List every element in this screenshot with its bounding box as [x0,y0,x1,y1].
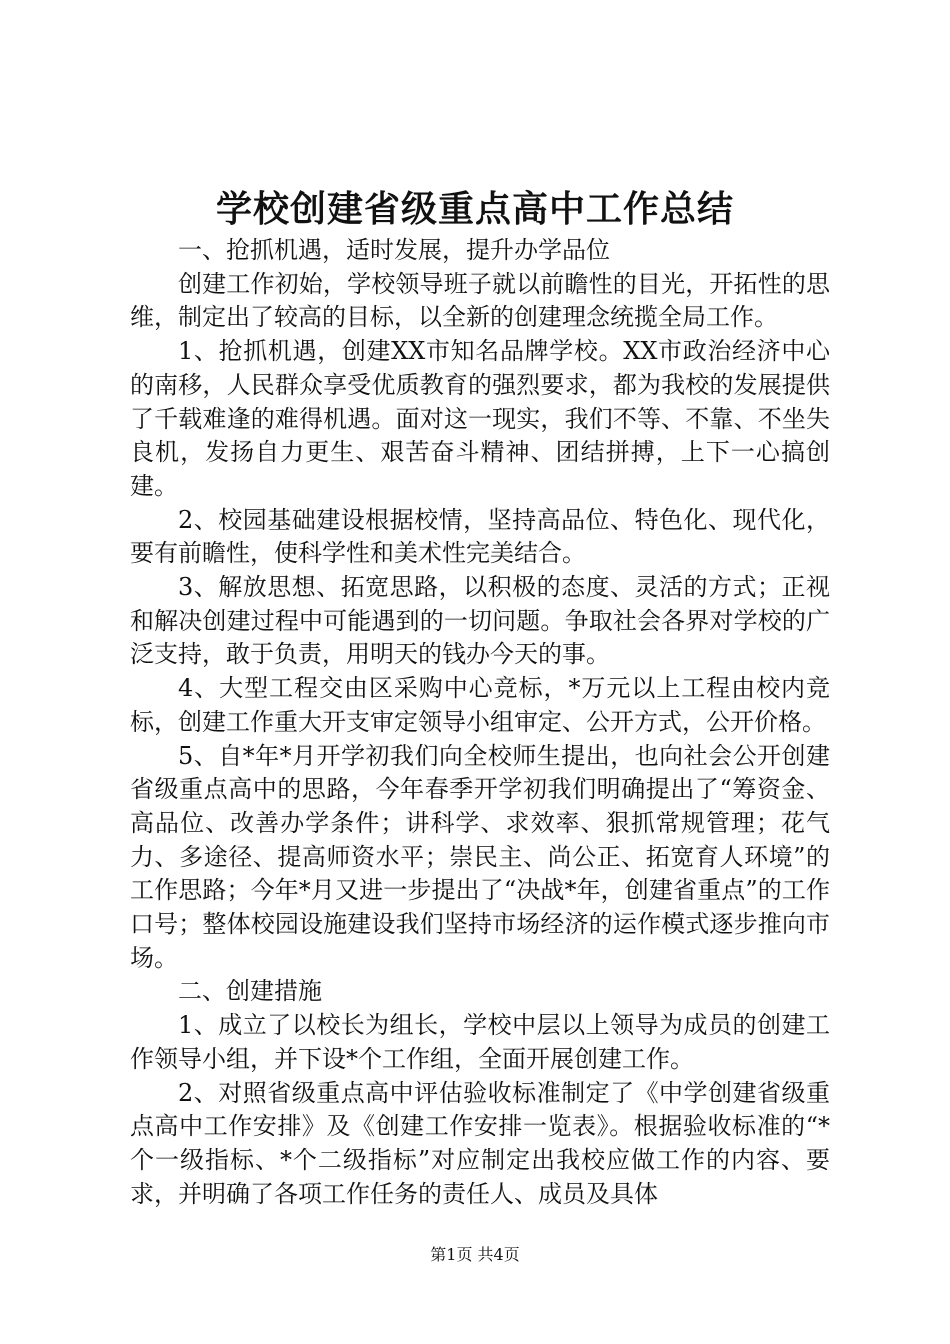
document-title: 学校创建省级重点高中工作总结 [215,188,734,230]
section-heading-2: 二、创建措施 [178,977,322,1006]
section-heading-1: 一、抢抓机遇，适时发展，提升办学品位 [178,236,610,264]
page-number-footer: 第1页 共4页 [430,1245,520,1264]
paragraph: 5、自*年*月开学初我们向全校师生提出，也向社会公开创建省级重点高中的思路，今年春季开学初我们明确提出了“筹资金、高品位、改善办学条件；讲科学、求效率、狠抓常规管理；花气力、多途径、提高师资水平；崇民主、尚公正、拓宽育人环境”的工作思路；今年*月又进一步提出了“决战*年，创建省重点”的工作口号；整体校园设施建设我们坚持市场经济的运作模式逐步推向市场。 [130,741,830,972]
paragraph: 4、大型工程交由区采购中心竞标，*万元以上工程由校内竞标，创建工作重大开支审定领导小组审定、公开方式，公开价格。 [130,674,830,736]
paragraph: 1、成立了以校长为组长，学校中层以上领导为成员的创建工作领导小组，并下设*个工作组，全面开展创建工作。 [130,1011,830,1073]
paragraph: 1、抢抓机遇，创建XX市知名品牌学校。XX市政治经济中心的南移，人民群众享受优质教育的强烈要求，都为我校的发展提供了千载难逢的难得机遇。面对这一现实，我们不等、不靠、不坐失良机，发扬自力更生、艰苦奋斗精神、团结拼搏，上下一心搞创建。 [130,337,830,500]
paragraph: 3、解放思想、拓宽思路，以积极的态度、灵活的方式；正视和解决创建过程中可能遇到的一切问题。争取社会各界对学校的广泛支持，敢于负责，用明天的钱办今天的事。 [130,573,830,669]
paragraph: 2、对照省级重点高中评估验收标准制定了《中学创建省级重点高中工作安排》及《创建工作安排一览表》。根据验收标准的“*个一级指标、*个二级指标”对应制定出我校应做工作的内容、要求，并明确了各项工作任务的责任人、成员及具体 [130,1078,830,1208]
paragraph: 创建工作初始，学校领导班子就以前瞻性的目光，开拓性的思维，制定出了较高的目标，以全新的创建理念统揽全局工作。 [130,269,830,332]
paragraph: 2、校园基础建设根据校情，坚持高品位、特色化、现代化，要有前瞻性，使科学性和美术性完美结合。 [130,505,830,568]
document-body [130,234,830,1211]
